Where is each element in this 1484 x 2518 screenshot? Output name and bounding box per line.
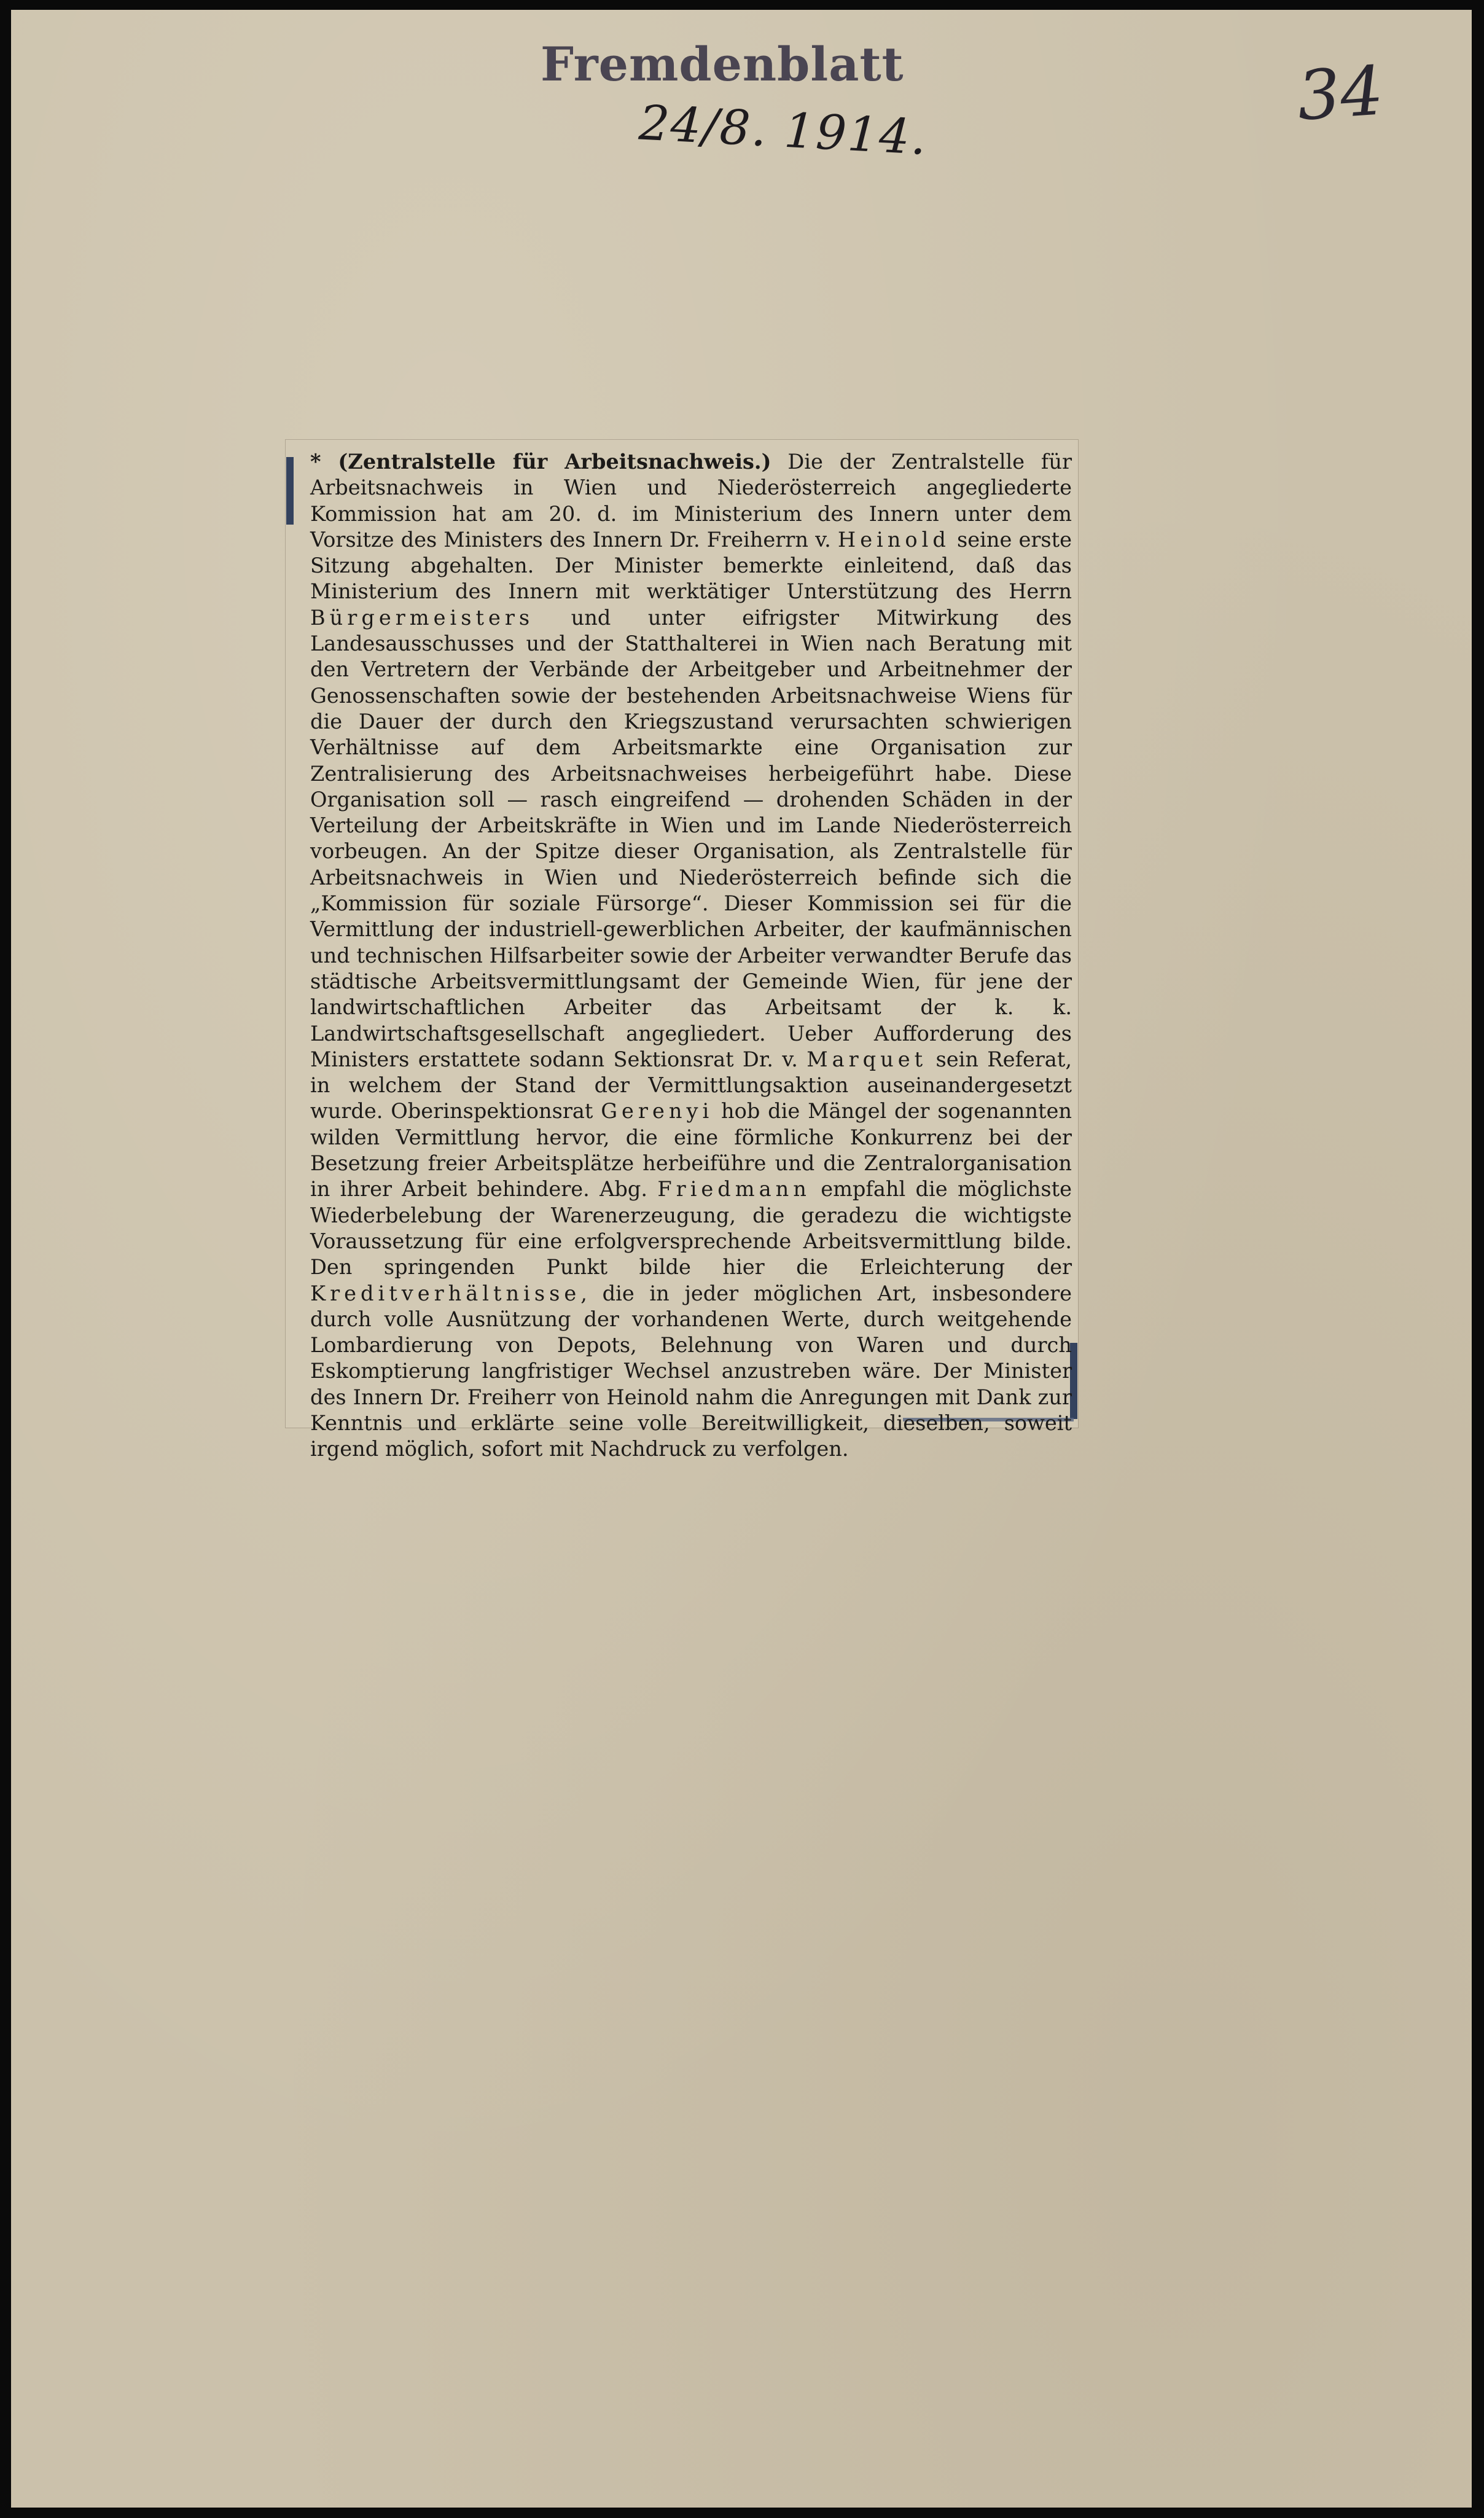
article-text: empfahl die möglichste Wiederbelebung der Warenerzeugung, die geradezu die wichtigste Voraussetzung für eine erfolgversprechende Arbeitsvermittlung bilde. Den springenden Punkt bilde hier die Erleichterung der (310, 1177, 1072, 1280)
article-text: , die in jeder möglichen Art, insbesondere durch volle Ausnützung der vorhandenen Werte, durch weitgehende Lombardierung von Depots, Belehnung von Waren und durch Eskomptierung langfristiger Wechsel anzustreben wäre. Der Minister des Innern Dr. Freiherr von Heinold nahm die Anregungen mit Dank zur Kenntnis und erklärte seine volle Bereitwilligkeit, dieselben, soweit irgend möglich, sofort mit Nachdruck zu verfolgen. (310, 1281, 1072, 1461)
article-name-emphasis: Marquet (806, 1047, 928, 1071)
newspaper-stamp: Fremdenblatt (541, 37, 904, 92)
article-name-emphasis: Bürgermeisters (310, 605, 534, 630)
handwritten-date: 24/8. 1914. (637, 95, 929, 166)
article-text: Die der Zentralstelle für Arbeitsnachweis in Wien und Niederösterreich angegliederte Kommission hat am 20. d. im Ministerium des Innern unter dem Vorsitze des Ministers des Innern Dr. Freiherrn v. (310, 450, 1072, 552)
folio-number: 34 (1294, 51, 1386, 136)
article-text: seine erste Sitzung abgehalten. Der Minister bemerkte einleitend, daß das Ministerium des Innern mit werktätiger Unterstützung des Herrn (310, 527, 1072, 604)
article-text: hob die Mängel der sogenannten wilden Vermittlung hervor, die eine förmliche Konkurrenz bei der Besetzung freier Arbeitsplätze herbeiführe und die Zentralorganisation in ihrer Arbeit behindere. Abg. (310, 1099, 1072, 1202)
article-name-emphasis: Gerenyi (601, 1099, 714, 1124)
blue-pencil-mark-left (286, 457, 294, 525)
article-text: und unter eifrigster Mitwirkung des Landesausschusses und der Statthalterei in Wien nach Beratung mit den Vertretern der Verbände der Arbeitgeber und Arbeitnehmer der Genossenschaften sowie der bestehenden Arbeitsnachweise Wiens für die Dauer der durch den Kriegszustand verursachten schwierigen Verhältnisse auf dem Arbeitsmarkte eine Organisation zur Zentralisierung des Arbeitsnachweises herbeigeführt habe. Diese Organisation soll — rasch eingreifend — drohenden Schäden in der Verteilung der Arbeitskräfte in Wien und im Lande Niederösterreich vorbeugen. An der Spitze dieser Organisation, als Zentralstelle für Arbeitsnachweis in Wien und Niederösterreich befinde sich die „Kommission für soziale Fürsorge“. Dieser Kommission sei für die Vermittlung der industriell-gewerblichen Arbeiter, der kaufmännischen und technischen Hilfsarbeiter sowie der Arbeiter verwandter Berufe das städtische Arbeitsvermittlungsamt der Gemeinde Wien, für jene der landwirtschaftlichen Arbeiter das Arbeitsamt der k. k. Landwirtschaftsgesellschaft angegliedert. Ueber Aufforderung des Ministers erstattete sodann Sektionsrat Dr. v. (310, 605, 1072, 1071)
article-body (310, 448, 1072, 1463)
article-heading: * (Zentralstelle für Arbeitsnachweis.) (310, 449, 771, 474)
article-name-emphasis: Heinold (837, 527, 950, 552)
article-name-emphasis: Friedmann (657, 1177, 811, 1202)
article-text: sein Referat, in welchem der Stand der Vermittlungsaktion auseinandergesetzt wurde. Oberinspektionsrat (310, 1047, 1072, 1124)
article-name-emphasis: Kreditverhältnisse (310, 1281, 581, 1305)
